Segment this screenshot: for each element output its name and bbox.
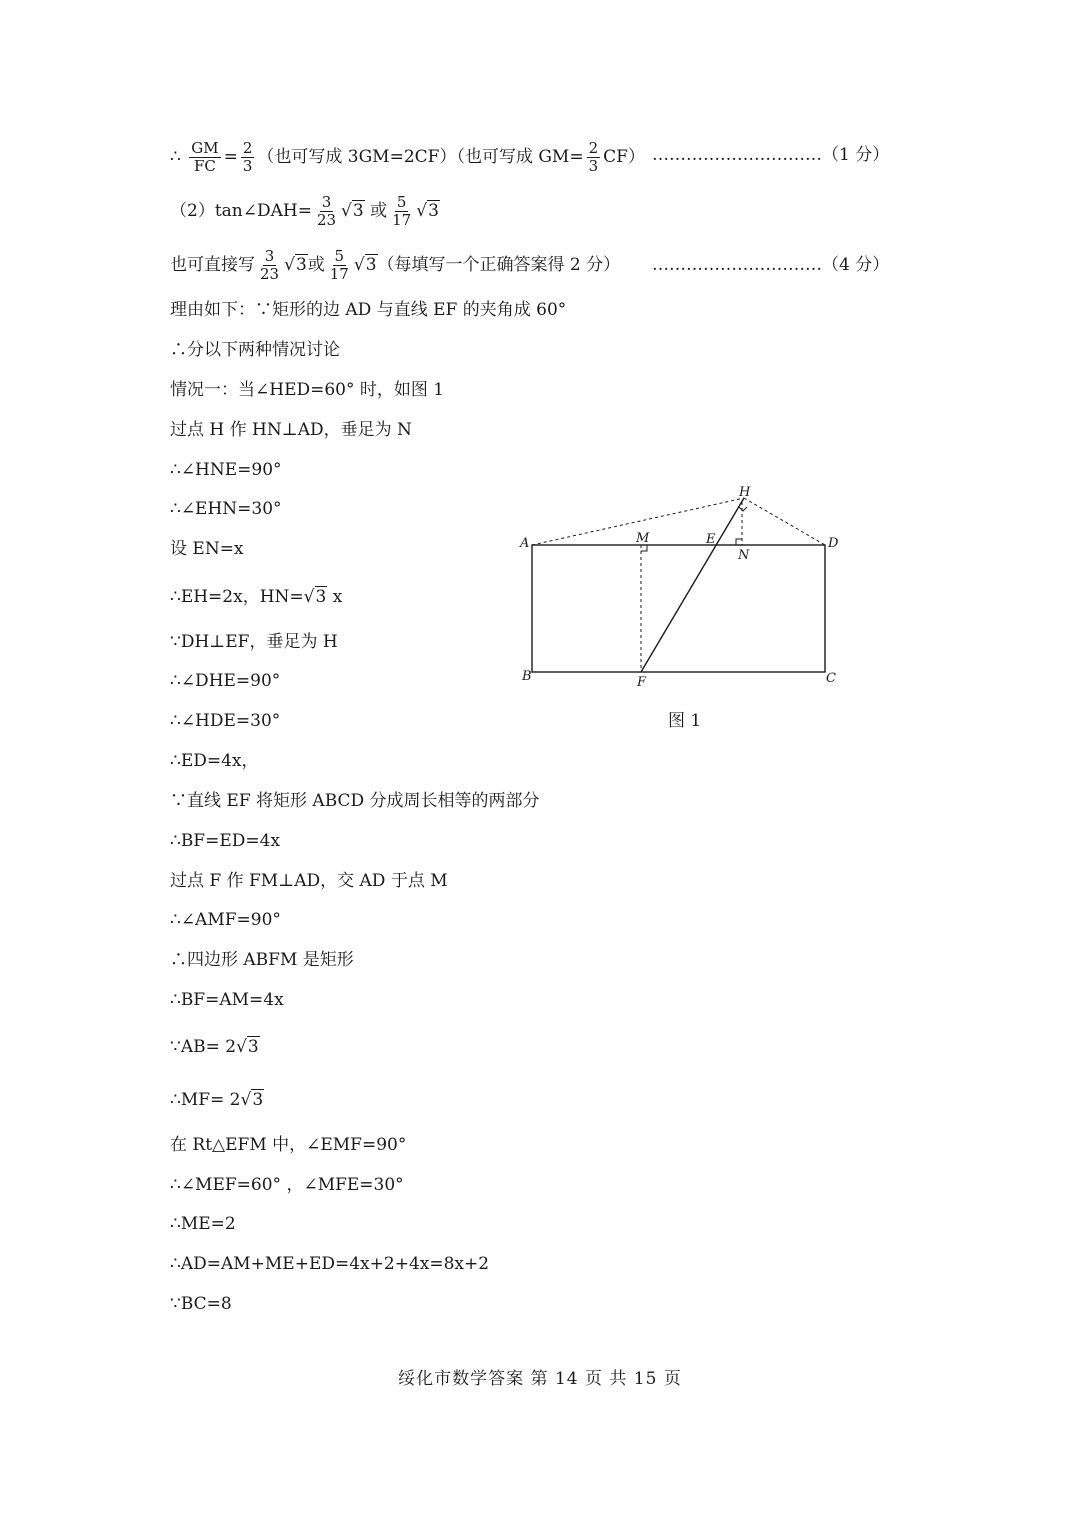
label-b: B: [522, 669, 532, 684]
label-e: E: [706, 532, 716, 547]
label-d: D: [828, 536, 839, 551]
line-2: （2）tan∠DAH= $\frac{3}{23}$ √3 或 $\frac{5}{17}$ √3: [170, 193, 439, 229]
line-14: ∴∠HDE=30°: [170, 711, 281, 731]
fraction-5-17: $\frac{5}{17}$: [392, 193, 412, 229]
line-27: ∴AD=AM+ME+ED=4x+2+4x=8x+2: [170, 1254, 490, 1274]
label-c: C: [826, 671, 836, 686]
fraction-2-3: $\frac{2}{3}$: [242, 139, 253, 175]
fraction-5-17: $\frac{5}{17}$: [329, 247, 349, 283]
geometry-figure: [510, 480, 850, 695]
line-8: ∴∠HNE=90°: [170, 460, 282, 480]
fraction-gm-fc: $\frac{GM}{FC}$: [191, 139, 219, 175]
line-26: ∴ME=2: [170, 1214, 236, 1234]
line-15: ∴ED=4x，: [170, 751, 259, 771]
line-11: ∴EH=2x，HN=√3 x: [170, 587, 343, 607]
line-7: 过点 H 作 HN⊥AD，垂足为 N: [170, 420, 412, 440]
line-21: ∴BF=AM=4x: [170, 990, 284, 1010]
line-6: 情况一：当∠HED=60° 时，如图 1: [170, 380, 445, 400]
right-angle-mark-n: [736, 539, 742, 545]
line-20: ∴四边形 ABFM 是矩形: [170, 950, 354, 970]
right-angle-mark-h: [739, 507, 747, 511]
score-4: …………………………（4 分）: [652, 255, 890, 275]
sqrt-3: √3: [303, 587, 327, 607]
line-9: ∴∠EHN=30°: [170, 499, 282, 519]
line-25: ∴∠MEF=60° ，∠MFE=30°: [170, 1175, 404, 1195]
line-23: ∴MF= 2√3: [170, 1090, 264, 1110]
fraction-2-3b: $\frac{2}{3}$: [588, 139, 599, 175]
figure-caption: 图 1: [668, 711, 702, 731]
line-1: ∴ $\frac{GM}{FC}$ = $\frac{2}{3}$ （也可写成 3GM=2CF）（也可写成 GM= $\frac{2}{3}$ CF）: [170, 139, 645, 175]
therefore-symbol: ∴: [170, 147, 181, 167]
page-footer: 绥化市数学答案 第 14 页 共 15 页: [398, 1369, 682, 1389]
line-12: ∵DH⊥EF，垂足为 H: [170, 632, 338, 652]
sqrt-3: √3: [284, 255, 307, 275]
dashed-line-hd: [744, 498, 825, 545]
sqrt-3: √3: [236, 1037, 259, 1057]
label-a: A: [520, 536, 530, 551]
label-f: F: [637, 675, 647, 690]
score-1: …………………………（1 分）: [652, 145, 890, 165]
fraction-3-23: $\frac{3}{23}$: [316, 193, 337, 229]
sqrt-3: √3: [240, 1090, 264, 1110]
label-h: H: [739, 485, 751, 500]
sqrt-3: √3: [416, 201, 439, 221]
sqrt-3: √3: [353, 255, 377, 275]
line-4: 理由如下：∵矩形的边 AD 与直线 EF 的夹角成 60°: [170, 300, 567, 320]
line-18: 过点 F 作 FM⊥AD，交 AD 于点 M: [170, 871, 448, 891]
line-13: ∴∠DHE=90°: [170, 671, 281, 691]
line-19: ∴∠AMF=90°: [170, 910, 281, 930]
line-10: 设 EN=x: [170, 539, 244, 559]
line-22: ∵AB= 2√3: [170, 1037, 259, 1057]
line-5: ∴分以下两种情况讨论: [170, 340, 340, 360]
line-3: 也可直接写 $\frac{3}{23}$ √3或 $\frac{5}{17}$ √3（每填写一个正确答案得 2 分）: [170, 247, 621, 283]
line-fh: [641, 498, 744, 672]
label-m: M: [636, 531, 650, 546]
sqrt-3: √3: [341, 201, 364, 221]
line-24: 在 Rt△EFM 中，∠EMF=90°: [170, 1135, 407, 1155]
label-n: N: [738, 548, 750, 563]
line-28: ∵BC=8: [170, 1294, 232, 1314]
line-16: ∵直线 EF 将矩形 ABCD 分成周长相等的两部分: [170, 791, 540, 811]
fraction-3-23: $\frac{3}{23}$: [260, 247, 280, 283]
line-17: ∴BF=ED=4x: [170, 831, 281, 851]
